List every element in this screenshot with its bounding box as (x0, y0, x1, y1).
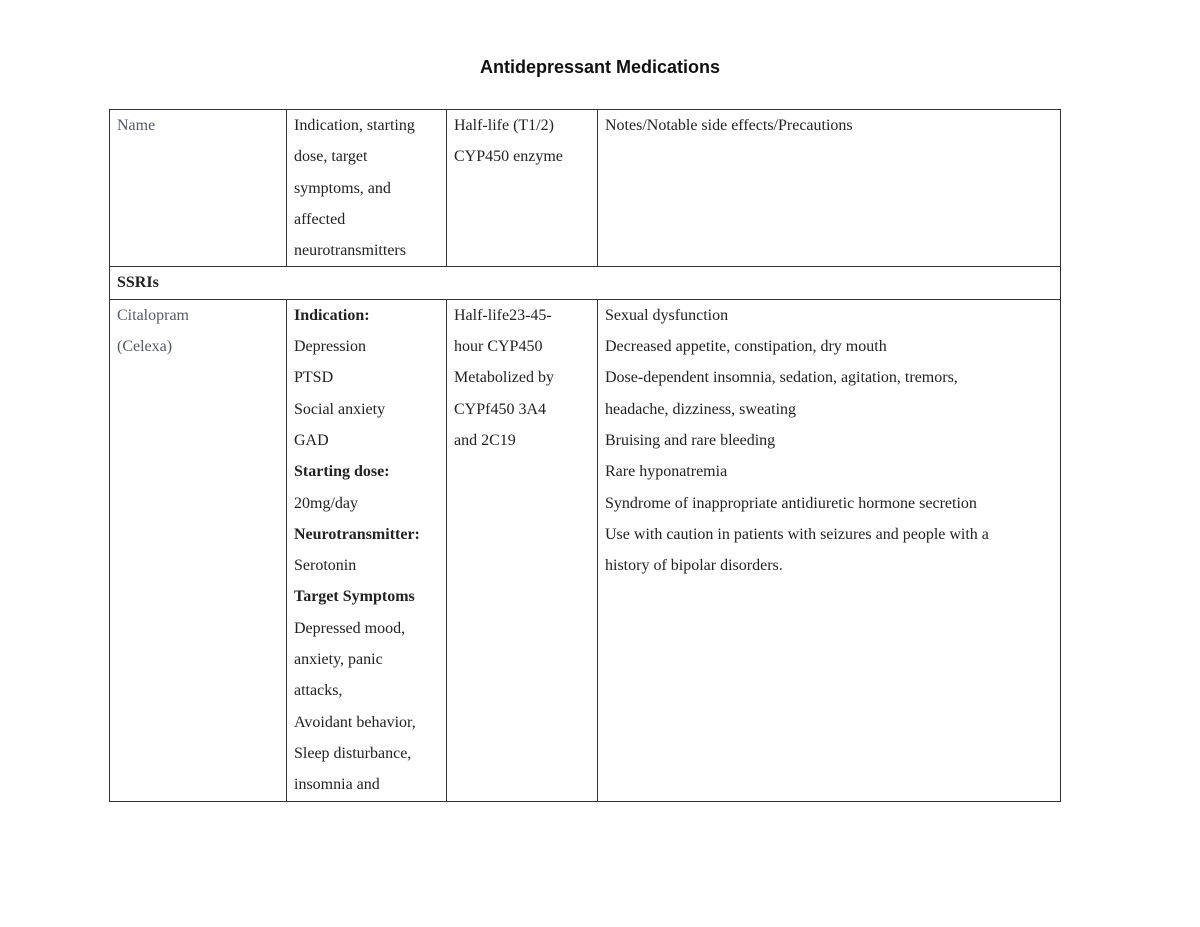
indication-item: PTSD (294, 369, 334, 387)
drug-halflife-cell (447, 299, 598, 801)
target-symptom-line: anxiety, panic (294, 651, 383, 669)
header-indication-line: symptoms, and (294, 179, 391, 197)
halflife-line: CYPf450 3A4 (454, 400, 547, 418)
indication-item: Social anxiety (294, 400, 386, 418)
header-indication-line: affected (294, 210, 346, 228)
header-halflife-cell (447, 110, 598, 267)
section-label: SSRIs (110, 267, 1061, 299)
notes-line: Bruising and rare bleeding (605, 431, 776, 449)
target-symptom-line: Sleep disturbance, (294, 744, 412, 762)
table-row (110, 299, 1061, 801)
target-symptom-line: Avoidant behavior, (294, 713, 416, 731)
notes-line: Use with caution in patients with seizures and people with a (605, 525, 989, 543)
indication-item: Depression (294, 338, 366, 356)
notes-line: headache, dizziness, sweating (605, 400, 797, 418)
header-name: Name (117, 117, 156, 134)
notes-line: history of bipolar disorders. (605, 557, 783, 575)
header-indication-cell (287, 110, 447, 267)
notes-line: Sexual dysfunction (605, 306, 729, 324)
section-row (110, 267, 1061, 299)
table-header-row (110, 110, 1061, 267)
drug-brand-name: (Celexa) (117, 338, 173, 356)
neurotransmitter-heading: Neurotransmitter: (294, 525, 420, 543)
header-notes: Notes/Notable side effects/Precautions (605, 117, 853, 134)
notes-line: Dose-dependent insomnia, sedation, agitation, tremors, (605, 369, 958, 387)
target-symptom-line: attacks, (294, 682, 343, 700)
target-symptom-line: insomnia and (294, 776, 380, 794)
neurotransmitter-value: Serotonin (294, 557, 357, 575)
drug-name: Citalopram (117, 306, 189, 324)
starting-dose-heading: Starting dose: (294, 463, 390, 481)
document-title: Antidepressant Medications (479, 57, 721, 77)
halflife-line: and 2C19 (454, 431, 516, 449)
header-indication-line: neurotransmitters (294, 242, 406, 260)
drug-notes-cell (598, 299, 1061, 801)
halflife-line: Metabolized by (454, 369, 554, 387)
notes-line: Rare hyponatremia (605, 463, 728, 481)
halflife-line: hour CYP450 (454, 338, 543, 356)
drug-name-cell (110, 299, 287, 801)
header-indication-line: dose, target (294, 148, 368, 166)
header-indication-line: Indication, starting (294, 117, 415, 134)
notes-line: Decreased appetite, constipation, dry mouth (605, 338, 887, 356)
starting-dose-value: 20mg/day (294, 494, 358, 512)
header-name-cell (110, 110, 287, 267)
halflife-line: Half-life23-45- (454, 306, 552, 324)
header-halflife-line: CYP450 enzyme (454, 148, 563, 166)
target-symptom-line: Depressed mood, (294, 619, 406, 637)
notes-line: Syndrome of inappropriate antidiuretic hormone secretion (605, 494, 977, 512)
header-halflife-line: Half-life (T1/2) (454, 117, 554, 134)
drug-indication-cell (287, 299, 447, 801)
indication-item: GAD (294, 431, 329, 449)
header-notes-cell (598, 110, 1061, 267)
target-symptoms-heading: Target Symptoms (294, 588, 415, 606)
indication-heading: Indication: (294, 306, 370, 324)
medication-table (109, 109, 1061, 802)
